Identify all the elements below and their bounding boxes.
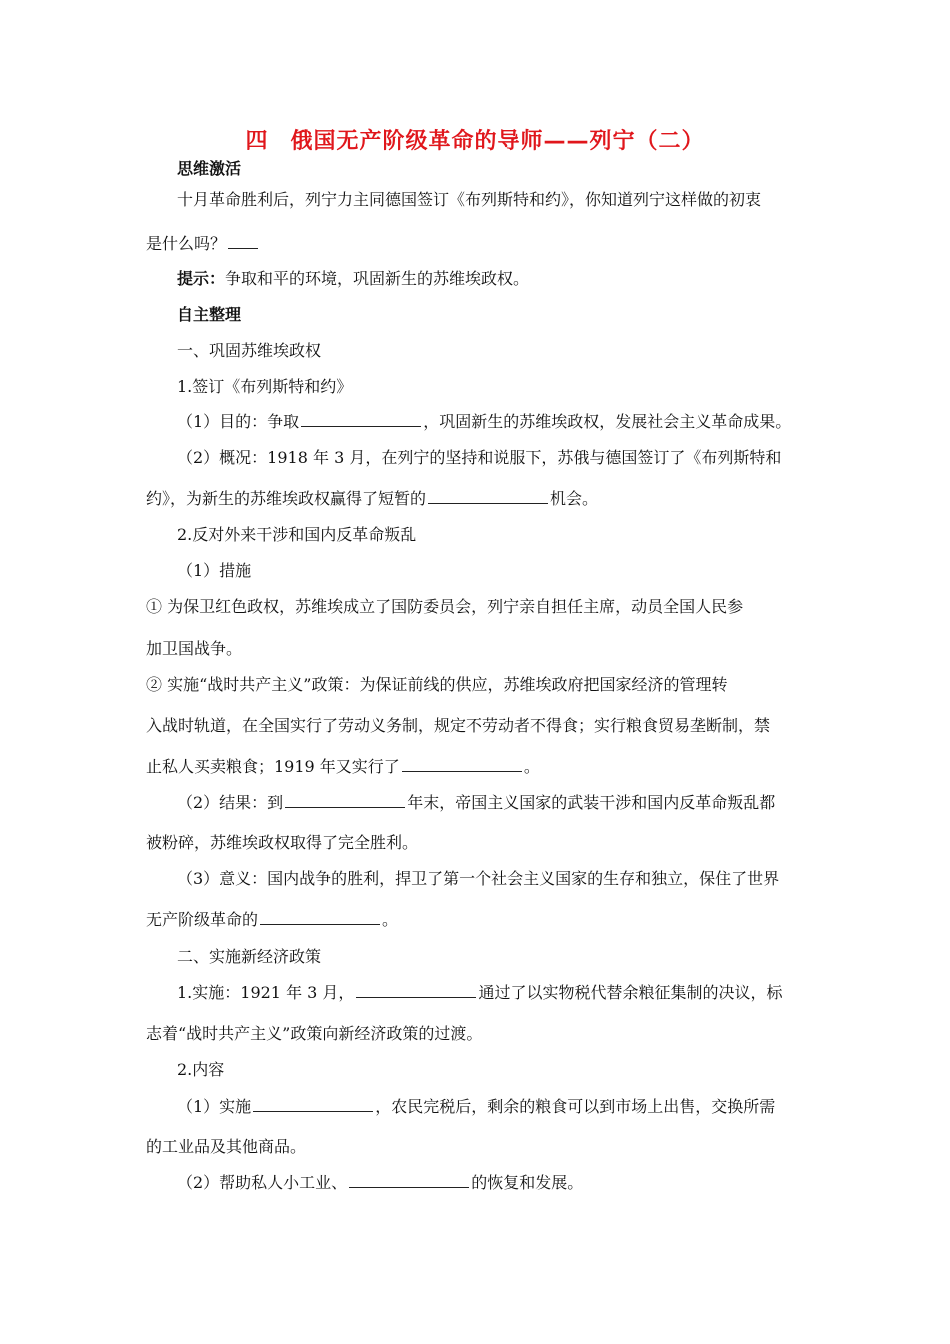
p1-2-heading: 2.反对外来干涉和国内反革命叛乱: [177, 525, 417, 544]
p1-2-1-heading: （1）措施: [177, 561, 252, 580]
text-segment: 。: [523, 757, 540, 776]
p2-2-1-line-1: [177, 1094, 775, 1117]
text-segment: （1）实施: [177, 1097, 252, 1116]
text-segment: 机会。: [550, 489, 599, 508]
section-heading-organize: 自主整理: [177, 305, 242, 324]
text-segment: 年末，帝国主义国家的武装干涉和国内反革命叛乱都: [407, 793, 776, 812]
measure-2-line-2: 入战时轨道，在全国实行了劳动义务制，规定不劳动者不得食；实行粮食贸易垄断制，禁: [146, 716, 771, 735]
fill-blank[interactable]: [428, 489, 548, 504]
text-segment: （2）帮助私人小工业、: [177, 1173, 348, 1192]
text-segment: 约》，为新生的苏维埃政权赢得了短暂的: [146, 489, 427, 508]
measure-2-line-1: ② 实施“战时共产主义”政策：为保证前线的供应，苏维埃政府把国家经济的管理转: [146, 675, 728, 694]
hint-label: 提示：: [177, 269, 226, 288]
question-text: 是什么吗？: [146, 234, 227, 253]
p2-1-line-1: [177, 980, 782, 1003]
result-line-1: [177, 790, 775, 813]
p2-2-2-line: [177, 1170, 583, 1193]
p1-1-heading: 1.签订《布列斯特和约》: [177, 377, 353, 396]
text-segment: 无产阶级革命的: [146, 910, 259, 929]
page-title: [0, 124, 950, 155]
p1-1-1-line: [177, 409, 791, 432]
text-segment: 1.实施：1921 年 3 月，: [177, 983, 355, 1002]
p2-2-1-line-2: 的工业品及其他商品。: [146, 1137, 307, 1156]
p1-1-2-line-2: [146, 486, 598, 509]
title-text: 俄国无产阶级革命的导师——列宁（二）: [290, 129, 705, 154]
text-segment: 止私人买卖粮食；1919 年又实行了: [146, 757, 400, 776]
text-segment: （1）目的：争取: [177, 412, 300, 431]
text-segment: （2）结果：到: [177, 793, 284, 812]
text-segment: ，巩固新生的苏维埃政权，发展社会主义革命成果。: [423, 412, 792, 431]
question-line-2: [146, 231, 260, 254]
measure-2-line-3: [146, 754, 540, 777]
result-line-2: 被粉碎，苏维埃政权取得了完全胜利。: [146, 833, 419, 852]
text-segment: 。: [382, 910, 399, 929]
answer-blank[interactable]: [228, 234, 258, 249]
fill-blank[interactable]: [349, 1173, 469, 1188]
fill-blank[interactable]: [253, 1097, 373, 1112]
fill-blank[interactable]: [260, 910, 380, 925]
text-segment: 通过了以实物税代替余粮征集制的决议，标: [478, 983, 783, 1002]
part2-heading: 二、实施新经济政策: [177, 947, 322, 966]
section-heading-thinking: 思维激活: [177, 159, 242, 178]
part1-heading: 一、巩固苏维埃政权: [177, 341, 322, 360]
p2-1-line-2: 志着“战时共产主义”政策向新经济政策的过渡。: [146, 1024, 483, 1043]
question-line-1: 十月革命胜利后，列宁力主同德国签订《布列斯特和约》，你知道列宁这样做的初衷: [177, 190, 762, 209]
measure-1-line-2: 加卫国战争。: [146, 639, 243, 658]
significance-line-1: （3）意义：国内战争的胜利，捍卫了第一个社会主义国家的生存和独立，保住了世界: [177, 869, 780, 888]
fill-blank[interactable]: [301, 412, 421, 427]
fill-blank[interactable]: [402, 757, 522, 772]
text-segment: 的恢复和发展。: [471, 1173, 584, 1192]
p1-1-2-line-1: （2）概况：1918 年 3 月，在列宁的坚持和说服下，苏俄与德国签订了《布列斯特和: [177, 448, 782, 467]
significance-line-2: [146, 907, 398, 930]
fill-blank[interactable]: [285, 793, 405, 808]
title-number: 四: [245, 129, 269, 154]
measure-1-line-1: ① 为保卫红色政权，苏维埃成立了国防委员会，列宁亲自担任主席，动员全国人民参: [146, 597, 744, 616]
hint-line: [177, 266, 529, 289]
fill-blank[interactable]: [356, 983, 476, 998]
p2-2-heading: 2.内容: [177, 1060, 225, 1079]
text-segment: ，农民完税后，剩余的粮食可以到市场上出售，交换所需: [375, 1097, 776, 1116]
hint-text: 争取和平的环境，巩固新生的苏维埃政权。: [225, 269, 530, 288]
